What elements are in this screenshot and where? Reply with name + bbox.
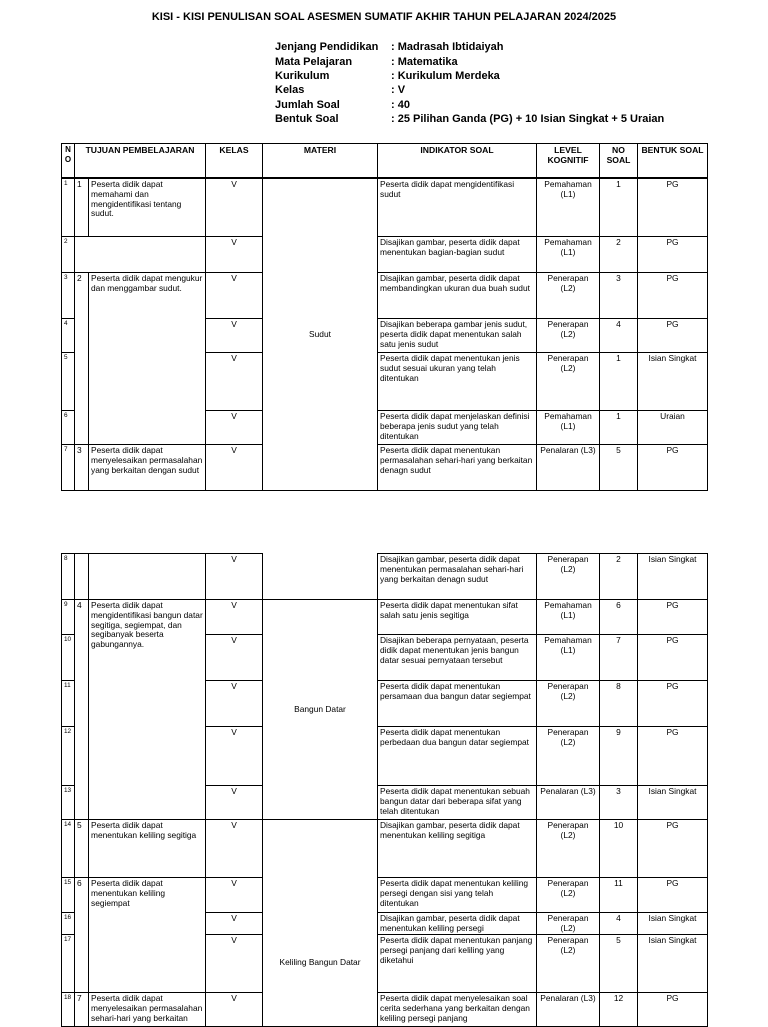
row-number: 9 <box>62 600 75 635</box>
kelas-cell: V <box>206 319 263 353</box>
table-row <box>62 179 708 237</box>
level-cell: Penerapan (L2) <box>537 878 600 913</box>
tujuan-cell-empty <box>89 554 206 600</box>
nosoal-cell: 3 <box>600 273 638 319</box>
row-number: 3 <box>62 273 75 319</box>
header-no: N O <box>62 144 75 178</box>
bentuk-cell: Isian Singkat <box>638 935 708 993</box>
kelas-cell: V <box>206 878 263 913</box>
indikator-cell: Peserta didik dapat menentukan sebuah bangun datar dari beberapa sifat yang telah ditentukan <box>378 786 537 820</box>
indikator-cell: Peserta didik dapat menjelaskan definisi beberapa jenis sudut yang telah ditentukan <box>378 411 537 445</box>
kelas-cell: V <box>206 913 263 935</box>
indikator-cell: Peserta didik dapat mengidentifikasi sudut <box>378 179 537 237</box>
tp-number-empty <box>75 554 89 600</box>
kelas-cell: V <box>206 635 263 681</box>
header-bentuk: BENTUK SOAL <box>638 144 708 178</box>
nosoal-cell: 11 <box>600 878 638 913</box>
meta-value: : 40 <box>391 98 410 111</box>
header-level: LEVEL KOGNITIF <box>537 144 600 178</box>
level-cell: Pemahaman (L1) <box>537 179 600 237</box>
row-number: 14 <box>62 820 75 878</box>
nosoal-cell: 10 <box>600 820 638 878</box>
row-number: 1 <box>62 179 75 237</box>
tujuan-cell: Peserta didik dapat menyelesaikan permasalahan sehari-hari yang berkaitan <box>89 993 206 1027</box>
meta-row <box>275 112 664 126</box>
tp-number: 7 <box>75 993 89 1027</box>
level-cell: Penalaran (L3) <box>537 445 600 491</box>
table-row <box>62 445 708 491</box>
header-nosoal: NO SOAL <box>600 144 638 178</box>
header-materi: MATERI <box>263 144 378 178</box>
table-row <box>62 273 708 319</box>
meta-label: Bentuk Soal <box>275 113 339 126</box>
row-number: 13 <box>62 786 75 820</box>
level-cell: Penerapan (L2) <box>537 820 600 878</box>
bentuk-cell: PG <box>638 820 708 878</box>
header-indikator: INDIKATOR SOAL <box>378 144 537 178</box>
nosoal-cell: 1 <box>600 353 638 411</box>
level-cell: Penerapan (L2) <box>537 935 600 993</box>
meta-label: Mata Pelajaran <box>275 55 353 68</box>
indikator-cell: Disajikan gambar, peserta didik dapat menentukan permasalahan sehari-hari yang berkaitan denagn sudut <box>378 554 537 600</box>
bentuk-cell: PG <box>638 727 708 786</box>
row-number: 10 <box>62 635 75 681</box>
kelas-cell: V <box>206 179 263 237</box>
bentuk-cell: PG <box>638 993 708 1027</box>
kelas-cell: V <box>206 820 263 878</box>
row-number: 6 <box>62 411 75 445</box>
nosoal-cell: 4 <box>600 319 638 353</box>
tujuan-cell: Peserta didik dapat menentukan keliling segitiga <box>89 820 206 878</box>
row-number: 5 <box>62 353 75 411</box>
nosoal-cell: 2 <box>600 554 638 600</box>
bentuk-cell: PG <box>638 273 708 319</box>
indikator-cell: Disajikan gambar, peserta didik dapat menentukan keliling persegi <box>378 913 537 935</box>
tujuan-cell: Peserta didik dapat memahami dan mengidentifikasi tentang sudut. <box>89 179 206 237</box>
tp-number: 6 <box>75 878 89 993</box>
tujuan-cell: Peserta didik dapat menyelesaikan permasalahan yang berkaitan dengan sudut <box>89 445 206 491</box>
tujuan-cell: Peserta didik dapat mengidentifikasi bangun datar segitiga, segiempat, dan segibanyak beserta gabungannya. <box>89 600 206 820</box>
nosoal-cell: 9 <box>600 727 638 786</box>
bentuk-cell: PG <box>638 878 708 913</box>
nosoal-cell: 5 <box>600 935 638 993</box>
kisi-table-page-2 <box>61 553 708 1027</box>
kelas-cell: V <box>206 935 263 993</box>
indikator-cell: Disajikan beberapa pernyataan, peserta didik dapat menentukan jenis bangun datar sesuai pernyataan tersebut <box>378 635 537 681</box>
kelas-cell: V <box>206 445 263 491</box>
kelas-cell: V <box>206 554 263 600</box>
kelas-cell: V <box>206 600 263 635</box>
indikator-cell: Peserta didik dapat menentukan perbedaan dua bangun datar segiempat <box>378 727 537 786</box>
meta-label: Kurikulum <box>275 69 330 82</box>
indikator-cell: Peserta didik dapat menentukan persamaan dua bangun datar segiempat <box>378 681 537 727</box>
meta-value: : Madrasah Ibtidaiyah <box>391 41 504 54</box>
nosoal-cell: 12 <box>600 993 638 1027</box>
tp-number: 4 <box>75 600 89 820</box>
row-number: 8 <box>62 554 75 600</box>
tujuan-cell: Peserta didik dapat menentukan keliling segiempat <box>89 878 206 993</box>
materi-cell: Sudut <box>263 179 378 491</box>
tujuan-cell: Peserta didik dapat mengukur dan menggambar sudut. <box>89 273 206 445</box>
bentuk-cell: PG <box>638 635 708 681</box>
bentuk-cell: PG <box>638 681 708 727</box>
row-number: 16 <box>62 913 75 935</box>
tp-number: 3 <box>75 445 89 491</box>
nosoal-cell: 4 <box>600 913 638 935</box>
tp-number: 2 <box>75 273 89 445</box>
kisi-table-page-1 <box>61 143 708 491</box>
materi-cell-empty <box>263 554 378 600</box>
meta-label: Jenjang Pendidikan <box>275 41 379 54</box>
table-row <box>62 237 708 273</box>
meta-label: Jumlah Soal <box>275 98 340 111</box>
meta-value: : V <box>391 84 406 97</box>
indikator-cell: Peserta didik dapat menentukan jenis sudut sesuai ukuran yang telah ditentukan <box>378 353 537 411</box>
level-cell: Penerapan (L2) <box>537 681 600 727</box>
level-cell: Penerapan (L2) <box>537 353 600 411</box>
indikator-cell: Disajikan gambar, peserta didik dapat membandingkan ukuran dua buah sudut <box>378 273 537 319</box>
row-number: 17 <box>62 935 75 993</box>
bentuk-cell: Isian Singkat <box>638 786 708 820</box>
meta-row <box>275 54 664 68</box>
level-cell: Penerapan (L2) <box>537 319 600 353</box>
bentuk-cell: Isian Singkat <box>638 554 708 600</box>
bentuk-cell: PG <box>638 179 708 237</box>
table-row <box>62 600 708 635</box>
bentuk-cell: PG <box>638 319 708 353</box>
nosoal-cell: 1 <box>600 411 638 445</box>
row-number: 11 <box>62 681 75 727</box>
row-number: 7 <box>62 445 75 491</box>
indikator-cell: Peserta didik dapat menentukan sifat salah satu jenis segitiga <box>378 600 537 635</box>
bentuk-cell: Uraian <box>638 411 708 445</box>
tujuan-cell-empty <box>75 237 206 273</box>
meta-label: Kelas <box>275 84 305 97</box>
level-cell: Pemahaman (L1) <box>537 635 600 681</box>
row-number: 18 <box>62 993 75 1027</box>
row-number: 15 <box>62 878 75 913</box>
document-meta <box>275 40 664 126</box>
indikator-cell: Disajikan gambar, peserta didik dapat menentukan keliling segitiga <box>378 820 537 878</box>
table-row <box>62 993 708 1027</box>
materi-cell: Keliling Bangun Datar <box>263 820 378 1027</box>
indikator-cell: Peserta didik dapat menentukan keliling persegi dengan sisi yang telah ditentukan <box>378 878 537 913</box>
indikator-cell: Peserta didik dapat menyelesaikan soal cerita sederhana yang berkaitan dengan keliling persegi panjang <box>378 993 537 1027</box>
meta-row <box>275 69 664 83</box>
meta-value: : 25 Pilihan Ganda (PG) + 10 Isian Singkat + 5 Uraian <box>391 113 665 126</box>
table-row <box>62 820 708 878</box>
meta-value: : Kurikulum Merdeka <box>391 69 500 82</box>
materi-cell: Bangun Datar <box>263 600 378 820</box>
indikator-cell: Disajikan gambar, peserta didik dapat menentukan bagian-bagian sudut <box>378 237 537 273</box>
nosoal-cell: 8 <box>600 681 638 727</box>
bentuk-cell: PG <box>638 445 708 491</box>
level-cell: Pemahaman (L1) <box>537 237 600 273</box>
table-row <box>62 554 708 600</box>
kelas-cell: V <box>206 237 263 273</box>
kelas-cell: V <box>206 993 263 1027</box>
meta-value: : Matematika <box>391 55 458 68</box>
level-cell: Penalaran (L3) <box>537 993 600 1027</box>
level-cell: Penerapan (L2) <box>537 554 600 600</box>
document-title: KISI - KISI PENULISAN SOAL ASESMEN SUMATIF AKHIR TAHUN PELAJARAN 2024/2025 <box>151 11 617 23</box>
bentuk-cell: PG <box>638 600 708 635</box>
table-row <box>62 878 708 913</box>
row-number: 4 <box>62 319 75 353</box>
meta-row <box>275 83 664 97</box>
kelas-cell: V <box>206 681 263 727</box>
meta-row <box>275 98 664 112</box>
kelas-cell: V <box>206 727 263 786</box>
nosoal-cell: 7 <box>600 635 638 681</box>
row-number: 12 <box>62 727 75 786</box>
nosoal-cell: 3 <box>600 786 638 820</box>
level-cell: Pemahaman (L1) <box>537 600 600 635</box>
bentuk-cell: Isian Singkat <box>638 353 708 411</box>
level-cell: Penerapan (L2) <box>537 727 600 786</box>
tp-number: 1 <box>75 179 89 237</box>
indikator-cell: Disajikan beberapa gambar jenis sudut, peserta didik dapat menentukan salah satu jenis sudut <box>378 319 537 353</box>
nosoal-cell: 1 <box>600 179 638 237</box>
level-cell: Penerapan (L2) <box>537 913 600 935</box>
level-cell: Penalaran (L3) <box>537 786 600 820</box>
level-cell: Pemahaman (L1) <box>537 411 600 445</box>
kelas-cell: V <box>206 786 263 820</box>
bentuk-cell: Isian Singkat <box>638 913 708 935</box>
nosoal-cell: 6 <box>600 600 638 635</box>
level-cell: Penerapan (L2) <box>537 273 600 319</box>
tp-number: 5 <box>75 820 89 878</box>
nosoal-cell: 5 <box>600 445 638 491</box>
kelas-cell: V <box>206 273 263 319</box>
nosoal-cell: 2 <box>600 237 638 273</box>
header-kelas: KELAS <box>206 144 263 178</box>
meta-row <box>275 40 664 54</box>
bentuk-cell: PG <box>638 237 708 273</box>
indikator-cell: Peserta didik dapat menentukan panjang persegi panjang dari keliling yang diketahui <box>378 935 537 993</box>
row-number: 2 <box>62 237 75 273</box>
indikator-cell: Peserta didik dapat menentukan permasalahan sehari-hari yang berkaitan denagn sudut <box>378 445 537 491</box>
header-tujuan: TUJUAN PEMBELAJARAN <box>75 144 206 178</box>
kelas-cell: V <box>206 411 263 445</box>
kelas-cell: V <box>206 353 263 411</box>
